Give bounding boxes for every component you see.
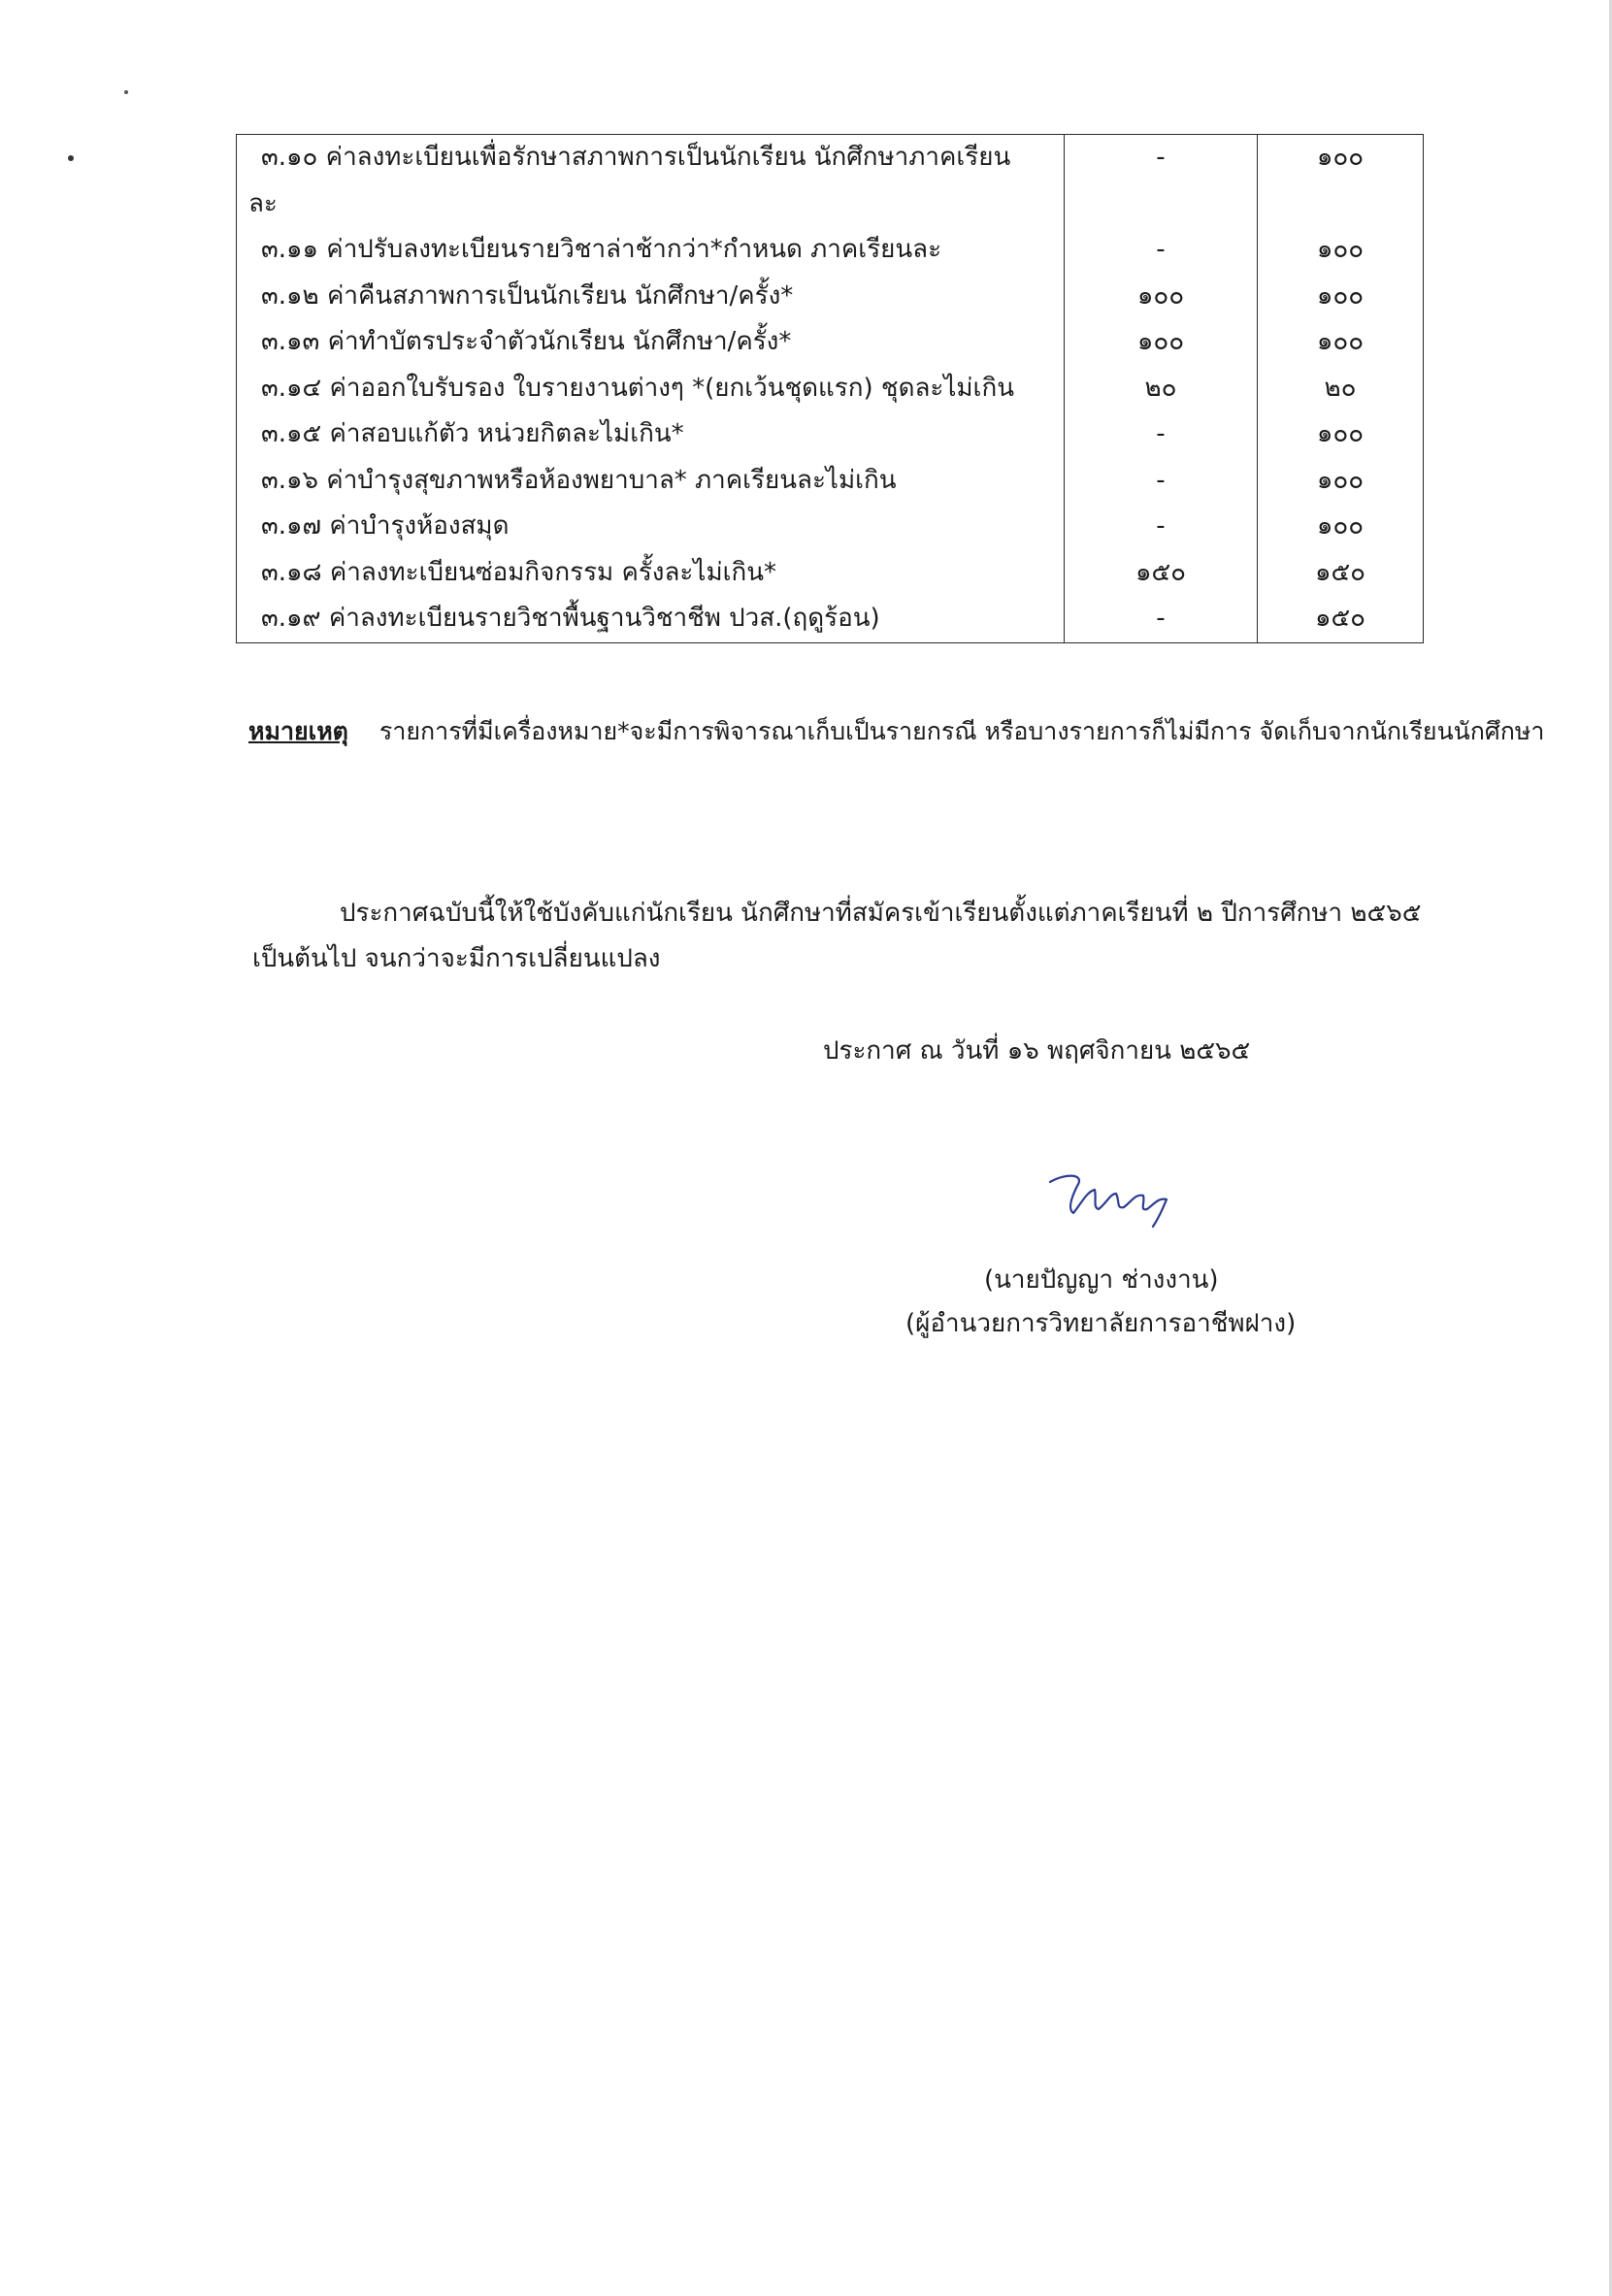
fee-value-a: ๑๐๐ <box>1065 319 1258 366</box>
fee-value-a: ๒๐ <box>1065 366 1258 412</box>
announcement-line-2: เป็นต้นไป จนกว่าจะมีการเปลี่ยนแปลง <box>252 944 661 973</box>
fee-value-a: - <box>1065 596 1258 642</box>
fee-item: ๓.๑๑ ค่าปรับลงทะเบียนรายวิชาล่าช้ากว่า*กำหนด ภาคเรียนละ <box>237 227 1065 274</box>
fee-value-b: ๑๕๐ <box>1258 596 1424 642</box>
fee-value-a: - <box>1065 504 1258 550</box>
fee-item: ๓.๑๘ ค่าลงทะเบียนซ่อมกิจกรรม ครั้งละไม่เกิน* <box>237 550 1065 597</box>
announcement-date: ประกาศ ณ วันที่ ๑๖ พฤศจิกายน ๒๕๖๕ <box>823 1036 1251 1066</box>
fee-value-b: ๒๐ <box>1258 366 1424 412</box>
table-row <box>237 411 1424 458</box>
fee-value-a: - <box>1065 411 1258 458</box>
fee-value-a <box>1065 181 1258 228</box>
table-row <box>237 504 1424 550</box>
fee-value-b: ๑๐๐ <box>1258 274 1424 320</box>
table-row <box>237 550 1424 597</box>
table-row <box>237 135 1424 181</box>
fee-value-b <box>1258 181 1424 228</box>
fee-value-a: - <box>1065 227 1258 274</box>
fee-value-b: ๑๐๐ <box>1258 504 1424 550</box>
announcement-paragraph <box>252 891 1446 982</box>
table-row <box>237 319 1424 366</box>
table-row <box>237 596 1424 642</box>
fee-value-b: ๑๐๐ <box>1258 135 1424 181</box>
table-row <box>237 274 1424 320</box>
signer-name: (นายปัญญา ช่างงาน) <box>984 1265 1219 1295</box>
table-row <box>237 181 1424 228</box>
scan-speck <box>124 90 128 94</box>
table-row <box>237 366 1424 412</box>
fee-item: ๓.๑๔ ค่าออกใบรับรอง ใบรายงานต่างๆ *(ยกเว้นชุดแรก) ชุดละไม่เกิน <box>237 366 1065 412</box>
handwritten-signature <box>1038 1164 1194 1232</box>
fee-value-b: ๑๐๐ <box>1258 227 1424 274</box>
fee-value-a: ๑๐๐ <box>1065 274 1258 320</box>
table-row <box>237 458 1424 505</box>
fee-value-b: ๑๐๐ <box>1258 319 1424 366</box>
fee-item: ๓.๑๒ ค่าคืนสภาพการเป็นนักเรียน นักศึกษา/ครั้ง* <box>237 274 1065 320</box>
fee-item: ๓.๑๖ ค่าบำรุงสุขภาพหรือห้องพยาบาล* ภาคเรียนละไม่เกิน <box>237 458 1065 505</box>
remark <box>248 712 1545 751</box>
fee-value-b: ๑๐๐ <box>1258 458 1424 505</box>
signer-title: (ผู้อำนวยการวิทยาลัยการอาชีพฝาง) <box>905 1309 1297 1338</box>
scan-speck <box>68 155 74 161</box>
fee-item: ๓.๑๕ ค่าสอบแก้ตัว หน่วยกิตละไม่เกิน* <box>237 411 1065 458</box>
announcement-line-1: ประกาศฉบับนี้ให้ใช้บังคับแก่นักเรียน นักศึกษาที่สมัครเข้าเรียนตั้งแต่ภาคเรียนที่ ๒ ปีการศึกษา ๒๕๖๕ <box>340 899 1422 928</box>
remark-text: รายการที่มีเครื่องหมาย*จะมีการพิจารณาเก็บเป็นรายกรณี หรือบางรายการก็ไม่มีการ จัดเก็บจากนักเรียนนักศึกษา <box>378 717 1545 745</box>
fee-item: ๓.๑๗ ค่าบำรุงห้องสมุด <box>237 504 1065 550</box>
fee-item: ละ <box>237 181 1065 228</box>
fee-value-b: ๑๕๐ <box>1258 550 1424 597</box>
fee-value-b: ๑๐๐ <box>1258 411 1424 458</box>
fee-table <box>236 134 1424 643</box>
fee-value-a: - <box>1065 135 1258 181</box>
fee-item: ๓.๑๓ ค่าทำบัตรประจำตัวนักเรียน นักศึกษา/ครั้ง* <box>237 319 1065 366</box>
table-row <box>237 227 1424 274</box>
fee-value-a: ๑๕๐ <box>1065 550 1258 597</box>
fee-item: ๓.๑๙ ค่าลงทะเบียนรายวิชาพื้นฐานวิชาชีพ ปวส.(ฤดูร้อน) <box>237 596 1065 642</box>
fee-item: ๓.๑๐ ค่าลงทะเบียนเพื่อรักษาสภาพการเป็นนักเรียน นักศึกษาภาคเรียน <box>237 135 1065 181</box>
remark-label: หมายเหตุ <box>248 717 348 745</box>
fee-value-a: - <box>1065 458 1258 505</box>
